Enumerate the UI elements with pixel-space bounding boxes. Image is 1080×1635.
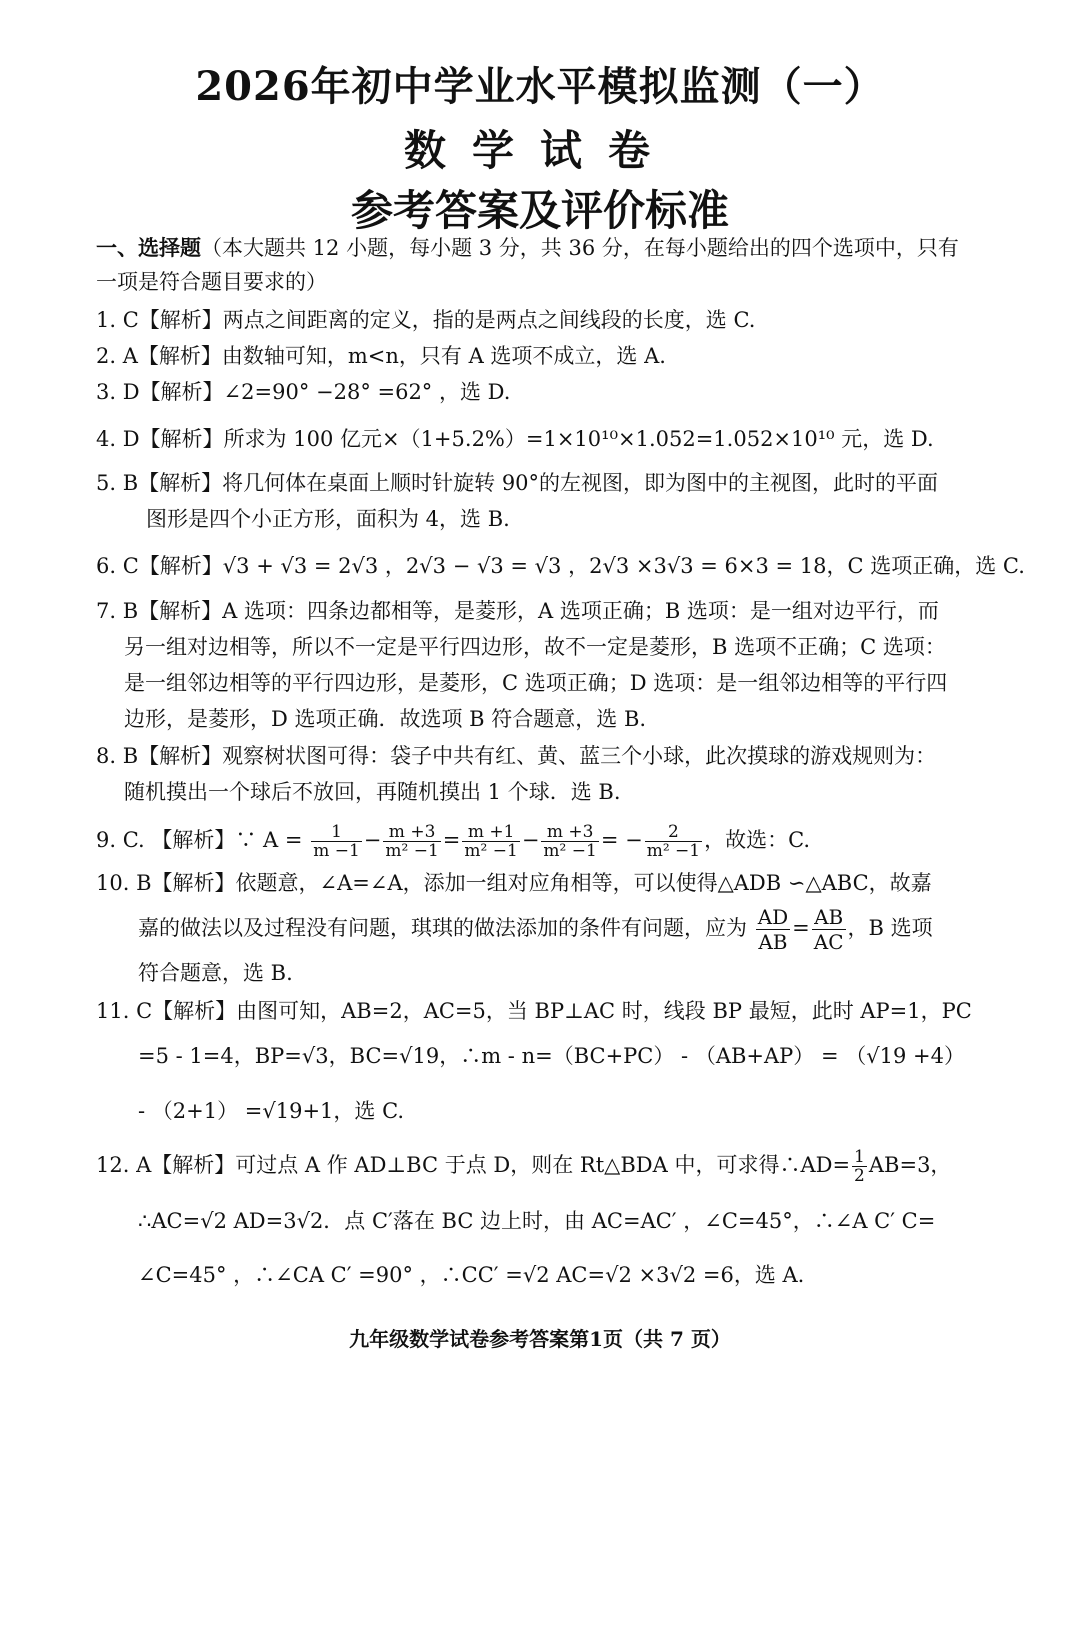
answer-3: 3. D【解析】∠2=90° −28° =62° ，选 D. [96,380,511,404]
fraction [383,823,440,860]
answer-10-line1: 10. B【解析】依题意，∠A=∠A，添加一组对应角相等，可以使得△ADB ∽△ABC，故嘉 [96,871,932,895]
numerator: 1 [854,1147,865,1167]
denominator: m² −1 [646,841,701,861]
answer-7-line1: 7. B【解析】A 选项：四条边都相等，是菱形，A 选项正确；B 选项：是一组对边平行，而 [96,599,939,623]
fraction [645,823,702,860]
numerator: 2 [645,823,702,842]
answer-2: 2. A【解析】由数轴可知，m<n，只有 A 选项不成立，选 A. [96,344,666,368]
fraction [756,905,790,954]
section-heading-line [96,233,959,263]
numerator: AB [812,905,846,930]
numerator: m +3 [383,823,440,842]
answer-12-text: 12. A【解析】可过点 A 作 AD⊥BC 于点 D，则在 Rt△BDA 中，可求得∴AD= [96,1153,851,1177]
numerator: m +1 [462,823,519,842]
answer-key-title: 参考答案及评价标准 [350,186,729,235]
denominator: 2 [854,1166,865,1186]
fraction [812,905,846,954]
fraction [541,823,598,860]
answer-7-line2: 另一组对边相等，所以不一定是平行四边形，故不一定是菱形，B 选项不正确；C 选项： [124,635,946,659]
answer-8-line2: 随机摸出一个球后不放回，再随机摸出 1 个球．选 B. [124,780,621,804]
fraction [852,1148,867,1185]
denominator: m −1 [313,841,360,861]
answer-9-prefix: 9. C. 【解析】∵ A = [96,828,303,852]
answer-10-line3: 符合题意，选 B. [138,961,293,985]
denominator: m² −1 [385,841,439,861]
answer-10-text-end: ，B 选项 [847,916,933,940]
answer-12-line1 [96,1143,951,1187]
section-description: （本大题共 12 小题，每小题 3 分，共 36 分，在每小题给出的四个选项中，只有 [201,236,959,260]
denominator: m² −1 [543,841,597,861]
answer-11-line1: 11. C【解析】由图可知，AB=2，AC=5，当 BP⊥AC 时，线段 BP 最短，此时 AP=1，PC [96,999,972,1023]
answer-9-suffix: ，故选：C. [704,828,811,852]
denominator: AC [813,930,844,954]
section-heading: 一、选择题 [96,235,201,260]
answer-10-line2: 嘉的做法以及过程没有问题，琪琪的做法添加的条件有问题，应为 $\frac{AD}{AB}$ = $\frac{AB}{AC}$ ，B 选项 [138,905,933,954]
answer-7-line3: 是一组邻边相等的平行四边形，是菱形，C 选项正确；D 选项：是一组邻边相等的平行四 [124,671,948,695]
denominator: m² −1 [464,841,518,861]
answer-12-line2: ∴AC=√2 AD=3√2．点 C′落在 BC 边上时，由 AC=AC′ ，∠C=45°，∴∠A C′ C= [138,1209,936,1233]
answer-12-text-end: AB=3， [868,1153,952,1177]
exam-title: 2026年初中学业水平模拟监测（一） [195,63,885,110]
answer-12-line3: ∠C=45° ，∴∠CA C′ =90° ，∴CC′ =√2 AC=√2 ×3√2 =6，选 A. [138,1263,805,1287]
subject-title: 数学试卷 [403,126,676,175]
answer-11-line2: =5 - 1=4，BP=√3，BC=√19，∴m - n=（BC+PC） - （AB+AP） = （√19 +4） [138,1044,965,1068]
denominator: AB [758,930,788,954]
numerator: 1 [311,823,362,842]
answer-7-line4: 边形，是菱形，D 选项正确．故选项 B 符合题意，选 B. [124,707,647,731]
numerator: AD [757,905,789,929]
page-footer: 九年级数学试卷参考答案第1页（共 7 页） [349,1327,731,1351]
answer-1: 1. C【解析】两点之间距离的定义，指的是两点之间线段的长度，选 C. [96,308,756,332]
answer-9: 9. C. 【解析】∵ A = $\frac{1}{m -1}$ − $\frac{m +3}{\text{m² −1}}$ = $\frac{m +1}{\text{m² −1}}$ − $\frac{m +3}{\text{m² −1}}$ = − $\frac{2}{\text{m² −1}}$ ，故选：C. [96,822,811,861]
answer-6: 6. C【解析】√3 + √3 = 2√3 ，2√3 − √3 = √3 ，2√3 ×3√3 = 6×3 = 18，C 选项正确，选 C. [96,554,1025,578]
answer-8-line1: 8. B【解析】观察树状图可得：袋子中共有红、黄、蓝三个小球，此次摸球的游戏规则为： [96,744,937,768]
answer-5-line1: 5. B【解析】将几何体在桌面上顺时针旋转 90°的左视图，即为图中的主视图，此时的平面 [96,471,939,495]
answer-4: 4. D【解析】所求为 100 亿元×（1+5.2%）=1×10¹⁰×1.052=1.052×10¹⁰ 元，选 D. [96,427,934,451]
fraction [462,823,519,860]
fraction [311,823,362,860]
answer-5-line2: 图形是四个小正方形，面积为 4，选 B. [146,507,510,531]
numerator: m +3 [541,823,598,842]
answer-11-line3: - （2+1） =√19+1，选 C. [138,1099,405,1123]
answer-10-text: 嘉的做法以及过程没有问题，琪琪的做法添加的条件有问题，应为 [138,916,747,940]
section-description-cont: 一项是符合题目要求的） [96,270,327,294]
